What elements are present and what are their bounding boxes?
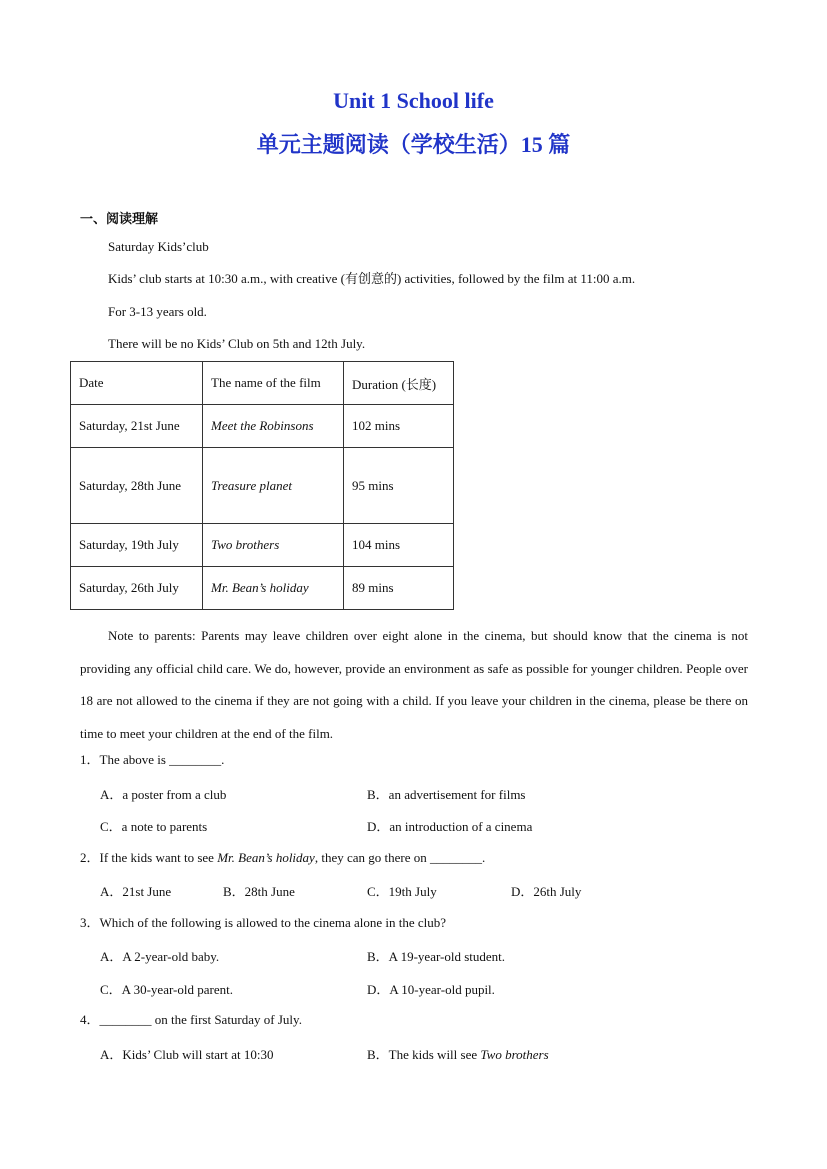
passage-title: Saturday Kids’club [108, 239, 209, 254]
table-cell-film: Treasure planet [203, 448, 344, 524]
table-header-cell: The name of the film [203, 362, 344, 405]
answer-option: B．an advertisement for films [367, 787, 526, 802]
film-schedule-table [70, 361, 454, 610]
section-heading: 一、阅读理解 [80, 211, 159, 226]
answer-option: B．A 19-year-old student. [367, 949, 506, 964]
table-cell-date: Saturday, 26th July [71, 567, 203, 610]
table-row [71, 405, 454, 448]
table-cell-film: Meet the Robinsons [203, 405, 344, 448]
question-stem-text: 2．If the kids want to see [80, 850, 218, 865]
answer-option-text: B．The kids will see [367, 1047, 481, 1062]
question-stem [80, 849, 485, 867]
question-stem: 3．Which of the following is allowed to the cinema alone in the club? [80, 915, 447, 930]
table-cell-date: Saturday, 21st June [71, 405, 203, 448]
answer-option: D．A 10-year-old pupil. [367, 982, 495, 997]
answer-option: A．21st June [100, 884, 172, 899]
page-subtitle: 单元主题阅读（学校生活）15 篇 [256, 132, 571, 157]
question-stem: 1．The above is ________. [80, 752, 225, 767]
passage-paragraph: For 3-13 years old. [108, 304, 207, 319]
note-to-parents: Note to parents: Parents may leave children over eight alone in the cinema, but should know that the cinema is not providing any official child care. We do, however, provide an environment as safe as possible for younger children. People over 18 are not allowed to the cinema if they are not going with a child. If you leave your children in the cinema, please be there on time to meet your children at the end of the film. [80, 628, 748, 741]
answer-option: C．19th July [367, 884, 437, 899]
table-header-cell: Date [71, 362, 203, 405]
table-cell-duration: 89 mins [344, 567, 454, 610]
answer-option: B．28th June [223, 884, 295, 899]
question-stem-text: , they can go there on ________. [314, 850, 486, 865]
answer-option [367, 1044, 549, 1063]
table-cell-film: Mr. Bean’s holiday [203, 567, 344, 610]
question-stem-film: Mr. Bean’s holiday [217, 850, 315, 865]
table-row [71, 448, 454, 524]
table-cell-duration: 104 mins [344, 524, 454, 567]
answer-option: A．a poster from a club [100, 787, 227, 802]
answer-option-film: Two brothers [480, 1047, 549, 1062]
answer-option: D．an introduction of a cinema [367, 819, 533, 834]
table-row [71, 524, 454, 567]
table-cell-date: Saturday, 28th June [71, 448, 203, 524]
table-cell-duration: 95 mins [344, 448, 454, 524]
answer-option: D．26th July [511, 884, 582, 899]
answer-option: A．A 2-year-old baby. [100, 949, 220, 964]
table-cell-duration: 102 mins [344, 405, 454, 448]
passage-paragraph: Kids’ club starts at 10:30 a.m., with creative (有创意的) activities, followed by the film at 11:00 a.m. [108, 271, 636, 286]
answer-option: C．a note to parents [100, 819, 208, 834]
passage-paragraph: There will be no Kids’ Club on 5th and 12th July. [108, 336, 366, 351]
table-cell-date: Saturday, 19th July [71, 524, 203, 567]
table-header-cell: Duration (长度) [344, 362, 454, 405]
answer-option: C．A 30-year-old parent. [100, 982, 233, 997]
question-stem: 4．________ on the first Saturday of July. [80, 1012, 302, 1027]
page-title: Unit 1 School life [333, 88, 494, 113]
answer-option: A．Kids’ Club will start at 10:30 [100, 1047, 274, 1062]
table-header-row [71, 362, 454, 405]
table-cell-film: Two brothers [203, 524, 344, 567]
table-row [71, 567, 454, 610]
